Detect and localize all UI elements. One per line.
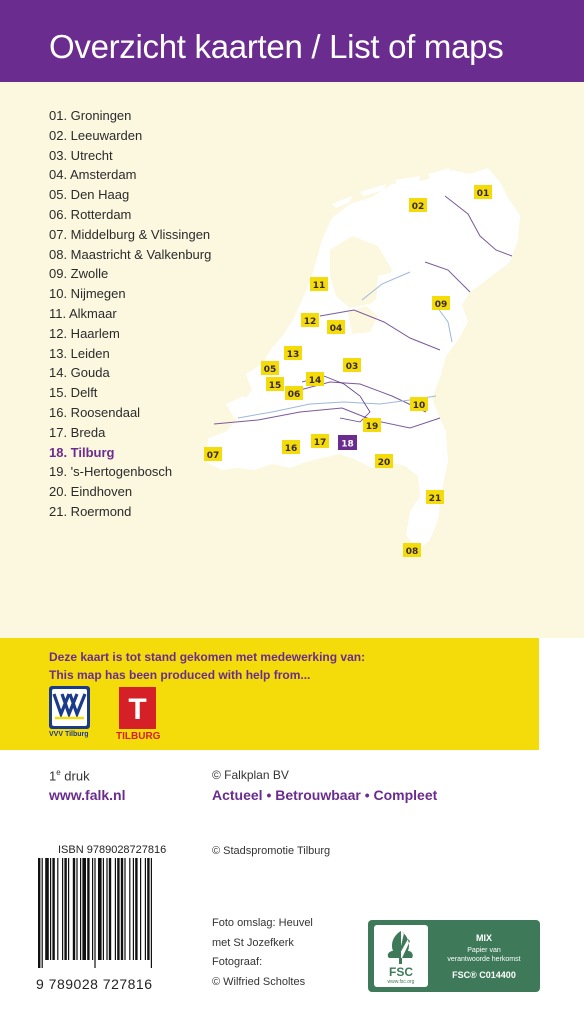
marker-11[interactable]	[310, 277, 328, 291]
svg-text:21: 21	[428, 494, 442, 504]
map-list-item-05: 05. Den Haag	[49, 187, 130, 203]
marker-20[interactable]	[375, 454, 393, 468]
map-list-item-07: 07. Middelburg & Vlissingen	[49, 226, 211, 242]
marker-18-active[interactable]	[338, 435, 357, 450]
marker-01[interactable]	[474, 185, 492, 199]
svg-text:06: 06	[287, 390, 301, 400]
marker-21[interactable]	[426, 490, 444, 504]
map-list-item-21: 21. Roermond	[49, 503, 132, 519]
map-list-item-14: 14. Gouda	[49, 365, 110, 381]
svg-text:05: 05	[263, 365, 277, 375]
map-list-item-12: 12. Haarlem	[49, 325, 120, 341]
vvv-logo-icon	[49, 686, 90, 729]
fsc-code: FSC® C014400	[452, 970, 516, 980]
svg-text:09: 09	[434, 300, 448, 310]
cover-credit-line: Fotograaf:	[212, 956, 263, 968]
svg-text:17: 17	[313, 438, 327, 448]
netherlands-map	[0, 82, 584, 638]
svg-text:FSC: FSC	[389, 965, 413, 979]
credit-line-nl: Deze kaart is tot stand gekomen met medewerking van:	[49, 650, 366, 664]
svg-text:20: 20	[377, 458, 391, 468]
marker-08[interactable]	[403, 543, 421, 557]
marker-03[interactable]	[343, 358, 361, 372]
isbn: ISBN 9789028727816	[58, 844, 167, 856]
marker-12[interactable]	[301, 313, 319, 327]
country-silhouette	[206, 168, 520, 550]
fsc-description: Papier van verantwoorde herkomst	[447, 947, 521, 963]
cover-credit-line: Foto omslag: Heuvel	[212, 917, 313, 929]
marker-13[interactable]	[284, 346, 302, 360]
map-list-item-06: 06. Rotterdam	[49, 206, 132, 222]
tilburg-logo-label: TILBURG	[116, 731, 161, 742]
photo-credit: © Stadspromotie Tilburg	[212, 845, 331, 857]
svg-text:02: 02	[411, 202, 425, 212]
copyright: © Falkplan BV	[212, 768, 289, 782]
svg-text:04: 04	[329, 324, 343, 334]
map-list-item-02: 02. Leeuwarden	[49, 127, 143, 143]
map-list-item-13: 13. Leiden	[49, 345, 110, 361]
marker-09[interactable]	[432, 296, 450, 310]
tagline: Actueel • Betrouwbaar • Compleet	[212, 787, 438, 803]
cover-credit-line: © Wilfried Scholtes	[212, 975, 306, 988]
map-list-item-18-active: 18. Tilburg	[49, 444, 115, 460]
marker-06[interactable]	[285, 386, 303, 400]
svg-text:T: T	[128, 693, 147, 726]
header-bar	[0, 0, 584, 82]
barcode-icon	[36, 858, 198, 968]
vvv-logo-label: VVV Tilburg	[49, 731, 89, 738]
map-list-item-16: 16. Roosendaal	[49, 404, 141, 420]
svg-text:13: 13	[286, 350, 300, 360]
map-list-item-17: 17. Breda	[49, 424, 106, 440]
marker-19[interactable]	[363, 418, 381, 432]
marker-05[interactable]	[261, 361, 279, 375]
tilburg-logo-icon	[119, 687, 156, 729]
svg-text:01: 01	[476, 189, 490, 199]
ean-number: 9 789028 727816	[36, 976, 153, 992]
svg-text:www.fsc.org: www.fsc.org	[387, 979, 415, 985]
page-title: Overzicht kaarten / List of maps	[49, 28, 504, 65]
marker-02[interactable]	[409, 198, 427, 212]
svg-text:10: 10	[412, 401, 426, 411]
svg-text:19: 19	[365, 422, 379, 432]
map-list-item-15: 15. Delft	[49, 385, 98, 401]
marker-16[interactable]	[282, 440, 300, 454]
cover-credit-line: met St Jozefkerk	[212, 936, 294, 949]
svg-text:14: 14	[308, 376, 322, 386]
svg-text:08: 08	[405, 547, 419, 557]
svg-text:16: 16	[284, 444, 298, 454]
map-list-item-19: 19. 's-Hertogenbosch	[49, 464, 173, 480]
map-list-item-20: 20. Eindhoven	[49, 484, 133, 500]
map-list-item-09: 09. Zwolle	[49, 266, 109, 282]
map-list-item-04: 04. Amsterdam	[49, 167, 137, 183]
map-overview	[0, 82, 584, 638]
marker-07[interactable]	[204, 447, 222, 461]
map-list-item-03: 03. Utrecht	[49, 147, 113, 163]
svg-text:03: 03	[345, 362, 359, 372]
svg-text:15: 15	[268, 381, 282, 391]
marker-10[interactable]	[410, 397, 428, 411]
map-list-item-01: 01. Groningen	[49, 108, 132, 123]
svg-text:18: 18	[341, 439, 354, 450]
fsc-mix: MIX	[475, 933, 492, 943]
marker-17[interactable]	[311, 434, 329, 448]
map-list-item-10: 10. Nijmegen	[49, 286, 126, 302]
svg-text:11: 11	[312, 281, 326, 291]
fsc-label	[368, 920, 540, 992]
map-list-item-11: 11. Alkmaar	[49, 305, 117, 321]
svg-text:07: 07	[206, 451, 220, 461]
fsc-tree-icon	[374, 925, 428, 987]
svg-text:12: 12	[303, 317, 317, 327]
marker-04[interactable]	[327, 320, 345, 334]
map-list-item-08: 08. Maastricht & Valkenburg	[49, 246, 212, 262]
cover-photo-credit	[212, 914, 313, 992]
edition: 1e druk	[49, 768, 90, 784]
marker-15[interactable]	[266, 377, 284, 391]
credit-line-en: This map has been produced with help from...	[49, 668, 311, 682]
marker-14[interactable]	[306, 372, 324, 386]
website-link[interactable]: www.falk.nl	[49, 787, 126, 803]
